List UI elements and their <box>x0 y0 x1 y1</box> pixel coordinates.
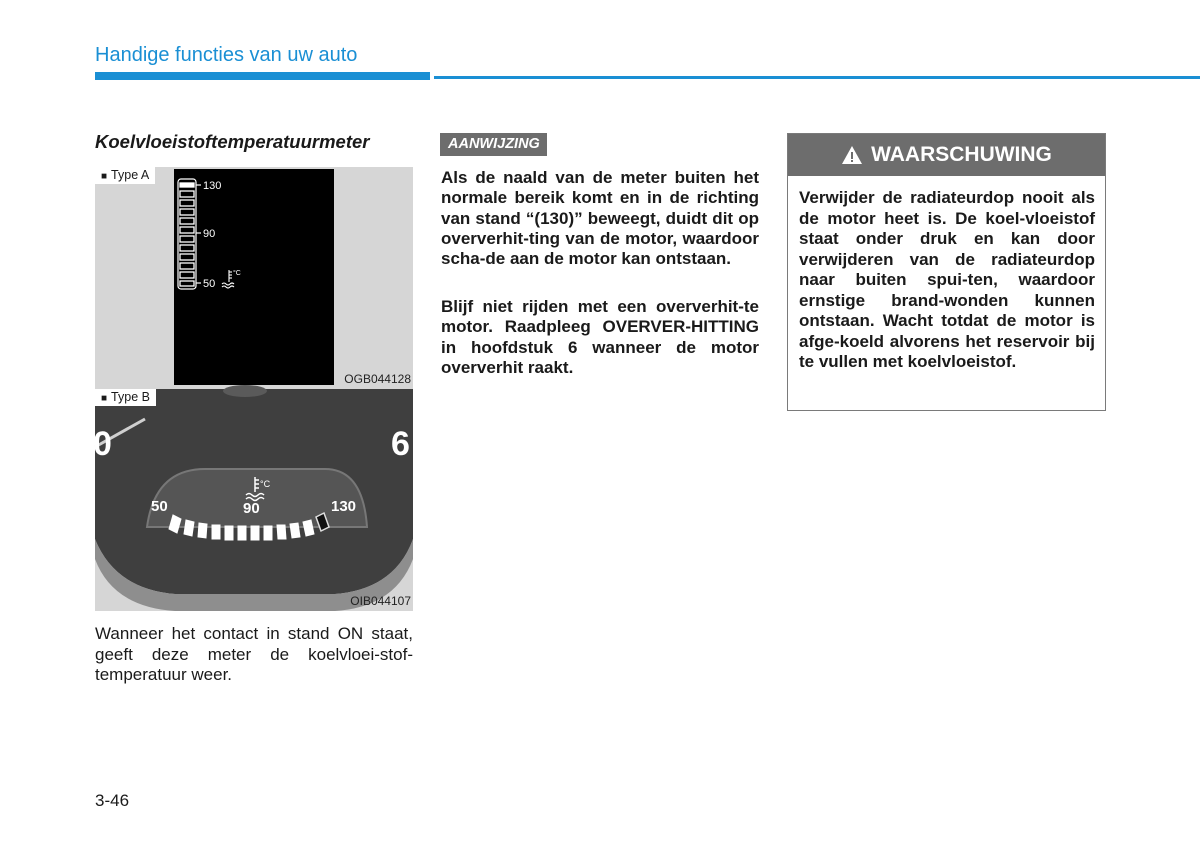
figure-b-label: ■ Type B <box>95 389 156 406</box>
notice-paragraph-1: Als de naald van de meter buiten het normale bereik komt en in de richting van stand “(130)” beweegt, duidt dit op oververhit-ting van de motor, waardoor scha-de aan de motor kan ontstaan. <box>441 168 759 269</box>
figure-a-code: OGB044128 <box>344 372 411 386</box>
gauge-type-a-illustration <box>95 167 413 389</box>
gauge-a-label-top: 130 <box>203 180 222 192</box>
header-rule-thick <box>95 72 430 80</box>
gauge-b-label-high: 130 <box>331 498 357 515</box>
figure-type-a <box>95 167 413 389</box>
page-number: 3-46 <box>95 791 130 810</box>
section-title: Koelvloeistoftemperatuurmeter <box>95 131 370 152</box>
gauge-a-label-mid: 90 <box>203 228 216 240</box>
warning-header <box>788 134 1105 176</box>
notice-paragraph-2: Blijf niet rijden met een oververhit-te motor. Raadpleeg OVERVER-HITTING in hoofdstuk 6 wanneer de motor oververhit raakt. <box>441 297 759 377</box>
figure-type-b <box>95 389 413 611</box>
header-rule-thin <box>434 76 1200 79</box>
warning-triangle-icon <box>841 145 863 165</box>
figure-b-code: OIB044107 <box>350 594 411 608</box>
body-paragraph: Wanneer het contact in stand ON staat, geeft deze meter de koelvloei-stof-temperatuur weer. <box>95 624 413 684</box>
gauge-b-label-mid: 90 <box>243 500 260 517</box>
gauge-a-unit: °C <box>233 270 241 277</box>
gauge-b-unit: °C <box>260 479 271 489</box>
dial-number-right: 6 <box>391 425 410 463</box>
warning-text: Verwijder de radiateurdop nooit als de motor heet is. De koel-vloeistof staat onder druk en kan door verwijderen van de radiateurdop naar buiten spui-ten, waardoor ernstige brand-wonden kunnen ontstaan. Wacht totdat de motor is afge-koeld alvorens het reservoir bij te vullen met koelvloeistof. <box>799 188 1095 371</box>
gauge-a-label-low: 50 <box>203 278 216 290</box>
gauge-type-b-illustration <box>95 389 413 611</box>
figure-a-label: ■ Type A <box>95 167 155 184</box>
header-title: Handige functies van uw auto <box>95 44 358 66</box>
gauge-b-label-low: 50 <box>151 498 168 515</box>
warning-title: WAARSCHUWING <box>871 143 1052 166</box>
notice-badge: AANWIJZING <box>440 133 547 156</box>
dial-number-left: 0 <box>93 425 112 463</box>
warning-box <box>787 133 1106 411</box>
